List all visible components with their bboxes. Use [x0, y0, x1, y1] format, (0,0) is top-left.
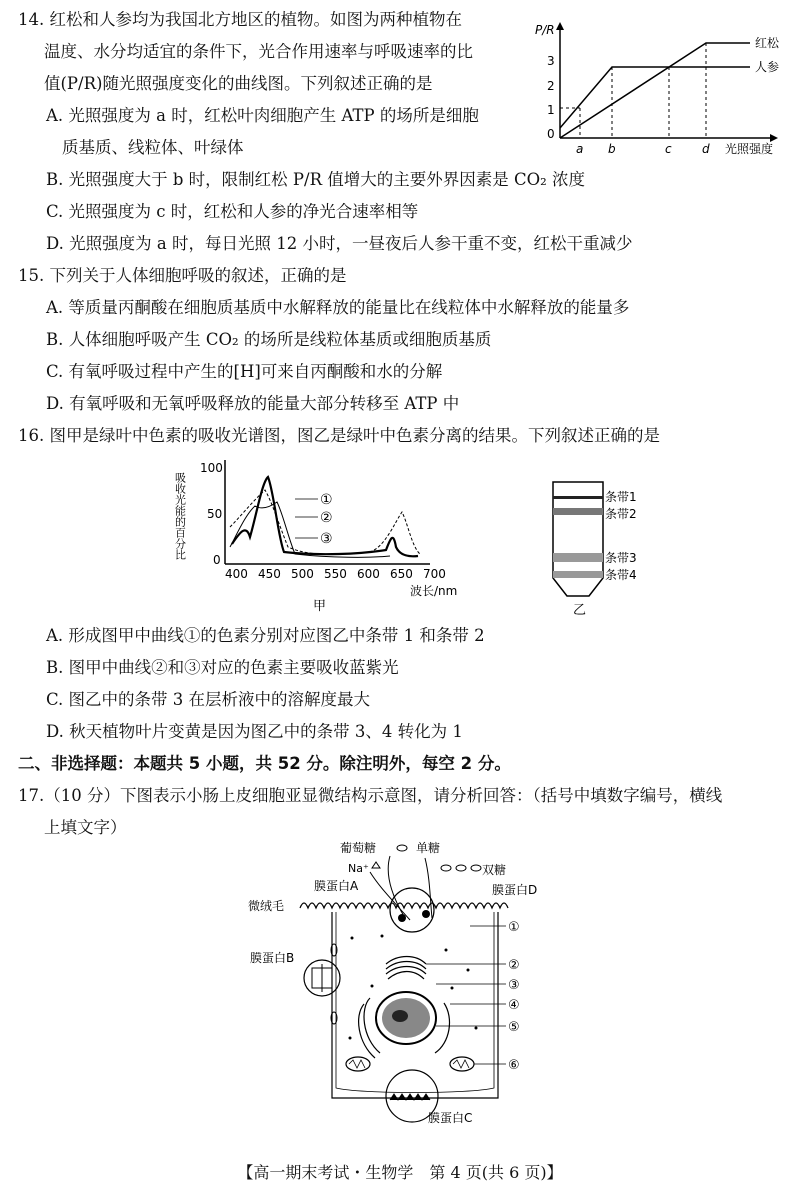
- q17-stem-line2: 上填文字）: [44, 818, 127, 837]
- label-disaccharide: 双糖: [482, 863, 507, 877]
- absorption-spectrum: [173, 452, 480, 617]
- x-axis-label: 光照强度: [725, 142, 774, 156]
- q16-option-d: D. 秋天植物叶片变黄是因为图乙中的条带 3、4 转化为 1: [46, 722, 463, 741]
- spectrum-x-400: 400: [225, 567, 248, 581]
- callout-3: ③: [508, 978, 520, 993]
- legend-hongsong: 红松: [755, 36, 780, 50]
- band-2: [553, 508, 603, 515]
- label-microvilli: 微绒毛: [248, 899, 285, 913]
- q14-option-a-line1: A. 光照强度为 a 时，红松叶肉细胞产生 ATP 的场所是细胞: [46, 106, 479, 125]
- q14-option-b: B. 光照强度大于 b 时，限制红松 P/R 值增大的主要外界因素是 CO₂ 浓度: [46, 170, 585, 189]
- spectrum-x-700: 700: [423, 567, 446, 581]
- chromatography-strip: [545, 478, 685, 620]
- label-protein-a: 膜蛋白A: [314, 879, 359, 893]
- label-na: Na⁺: [348, 862, 369, 875]
- q14-stem-line2: 温度、水分均适宜的条件下，光合作用速率与呼吸速率的比: [44, 42, 473, 61]
- pr-graph: [525, 10, 800, 160]
- y-axis-label: P/R: [535, 23, 555, 37]
- band-3: [553, 553, 603, 562]
- spectrum-y-label: 吸收光能的百分比: [173, 472, 187, 560]
- callout-2: ②: [508, 958, 520, 973]
- y-tick-1: 1: [547, 103, 555, 117]
- band-label-1: 条带1: [605, 490, 637, 504]
- q16-option-a: A. 形成图甲中曲线①的色素分别对应图乙中条带 1 和条带 2: [46, 626, 485, 645]
- label-protein-b: 膜蛋白B: [250, 951, 295, 965]
- q14-option-a-line2: 质基质、线粒体、叶绿体: [62, 138, 244, 157]
- spectrum-x-550: 550: [324, 567, 347, 581]
- page-footer: 【高一期末考试・生物学 第 4 页(共 6 页)】: [237, 1163, 563, 1182]
- spectrum-y-100: 100: [200, 461, 223, 475]
- q17-stem-line1: 17.（10 分）下图表示小肠上皮细胞亚显微结构示意图，请分析回答：（括号中填数字编号，横线: [18, 786, 723, 805]
- label-monosaccharide: 单糖: [416, 841, 441, 855]
- q14-option-d: D. 光照强度为 a 时，每日光照 12 小时，一昼夜后人参干重不变，红松干重减少: [46, 234, 633, 253]
- spectrum-x-600: 600: [357, 567, 380, 581]
- strip-caption: 乙: [573, 603, 587, 618]
- label-protein-c: 膜蛋白C: [428, 1111, 473, 1125]
- curve-label-2: ②: [320, 510, 333, 526]
- y-tick-3: 3: [547, 54, 555, 68]
- curve-label-1: ①: [320, 492, 333, 508]
- q16-stem: 16. 图甲是绿叶中色素的吸收光谱图，图乙是绿叶中色素分离的结果。下列叙述正确的是: [18, 426, 660, 445]
- q14-option-c: C. 光照强度为 c 时，红松和人参的净光合速率相等: [46, 202, 419, 221]
- y-tick-0: 0: [547, 127, 555, 141]
- band-label-3: 条带3: [605, 551, 637, 565]
- band-1: [553, 496, 603, 499]
- q15-option-b: B. 人体细胞呼吸产生 CO₂ 的场所是线粒体基质或细胞质基质: [46, 330, 492, 349]
- q16-option-b: B. 图甲中曲线②和③对应的色素主要吸收蓝紫光: [46, 658, 399, 677]
- x-tick-d: d: [702, 142, 710, 156]
- x-tick-b: b: [608, 142, 616, 156]
- x-tick-a: a: [576, 142, 584, 156]
- spectrum-x-450: 450: [258, 567, 281, 581]
- spectrum-x-650: 650: [390, 567, 413, 581]
- q15-option-d: D. 有氧呼吸和无氧呼吸释放的能量大部分转移至 ATP 中: [46, 394, 460, 413]
- band-label-4: 条带4: [605, 568, 637, 582]
- spectrum-caption: 甲: [313, 599, 327, 614]
- spectrum-x-500: 500: [291, 567, 314, 581]
- legend-renshen: 人参: [755, 60, 780, 74]
- q14-stem-line1: 14. 红松和人参均为我国北方地区的植物。如图为两种植物在: [18, 10, 462, 29]
- callout-5: ⑤: [508, 1020, 520, 1035]
- spectrum-y-50: 50: [207, 507, 223, 521]
- spectrum-y-0: 0: [213, 553, 221, 567]
- q15-stem: 15. 下列关于人体细胞呼吸的叙述，正确的是: [18, 266, 347, 285]
- label-protein-d: 膜蛋白D: [492, 883, 538, 897]
- label-glucose: 葡萄糖: [340, 841, 377, 855]
- callout-1: ①: [508, 920, 520, 935]
- x-tick-c: c: [665, 142, 672, 156]
- spectrum-x-label: 波长/nm: [410, 584, 458, 598]
- q15-option-a: A. 等质量丙酮酸在细胞质基质中水解释放的能量比在线粒体中水解释放的能量多: [46, 298, 630, 317]
- curve-label-3: ③: [320, 531, 333, 547]
- q15-option-c: C. 有氧呼吸过程中产生的[H]可来自丙酮酸和水的分解: [46, 362, 443, 381]
- y-tick-2: 2: [547, 79, 555, 93]
- cell-diagram: [240, 838, 570, 1133]
- series-hongsong: [560, 43, 750, 138]
- band-label-2: 条带2: [605, 507, 637, 521]
- curve-thin: [230, 502, 390, 557]
- callout-6: ⑥: [508, 1058, 520, 1073]
- q16-option-c: C. 图乙中的条带 3 在层析液中的溶解度最大: [46, 690, 371, 709]
- callout-4: ④: [508, 998, 520, 1013]
- band-4: [553, 571, 603, 578]
- section-heading: 二、非选择题：本题共 5 小题，共 52 分。除注明外，每空 2 分。: [18, 754, 511, 773]
- q14-stem-line3: 值(P/R)随光照强度变化的曲线图。下列叙述正确的是: [44, 74, 433, 93]
